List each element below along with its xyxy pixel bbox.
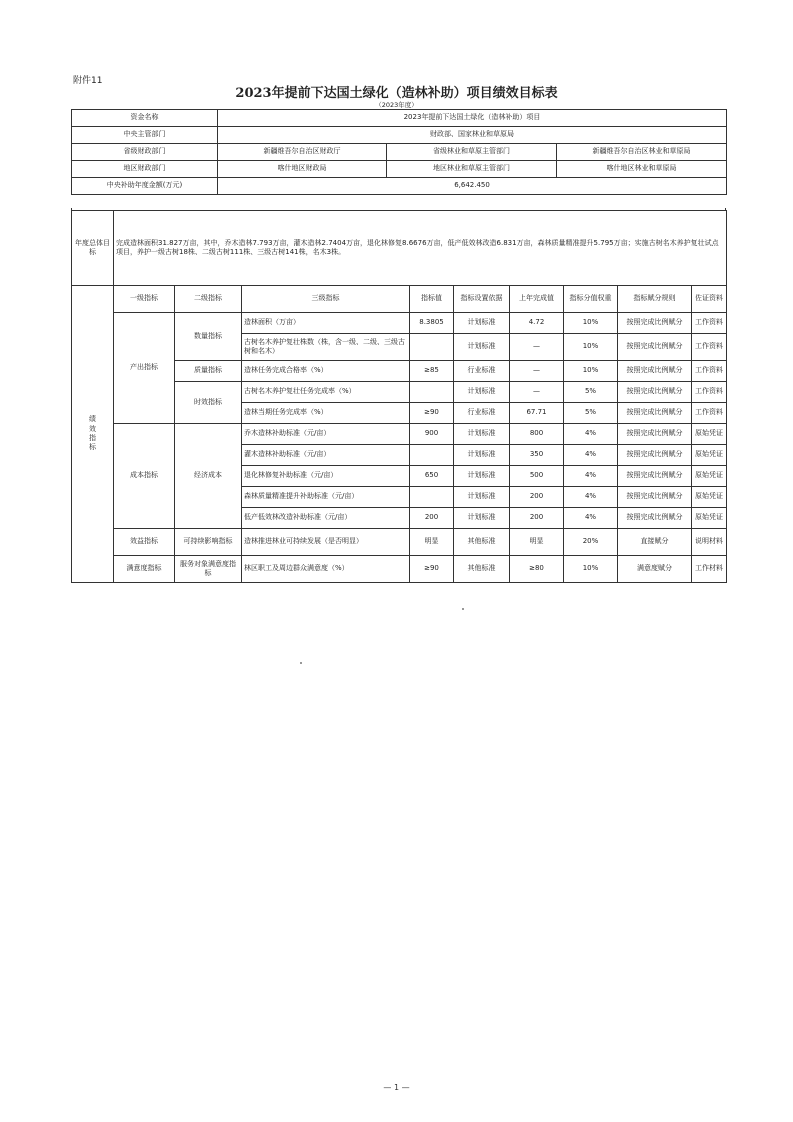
indicator-name: 退化林修复补助标准（元/亩） [242,466,410,487]
indicator-basis: 计划标准 [454,466,510,487]
indicator-last: — [510,382,564,403]
indicator-last: 4.72 [510,313,564,334]
indicator-weight: 4% [564,466,618,487]
regional-finance-value: 喀什地区财政局 [218,161,387,178]
group-output: 产出指标 [114,313,175,424]
indicator-value [410,382,454,403]
indicator-weight: 4% [564,445,618,466]
group-sustain: 可持续影响指标 [175,529,242,556]
indicator-weight: 4% [564,424,618,445]
indicator-basis: 其他标准 [454,529,510,556]
indicator-last: 500 [510,466,564,487]
indicator-weight: 5% [564,382,618,403]
group-timeliness: 时效指标 [175,382,242,424]
indicator-weight: 5% [564,403,618,424]
header-rule: 指标赋分规则 [618,286,692,313]
fund-name-row [72,110,727,127]
indicator-last: 350 [510,445,564,466]
provincial-finance-label: 省级财政部门 [72,144,218,161]
indicator-name: 古树名木养护复壮任务完成率（%） [242,382,410,403]
indicator-name: 森林质量精准提升补助标准（元/亩） [242,487,410,508]
header-level2: 二级指标 [175,286,242,313]
indicator-rule: 按照完成比例赋分 [618,487,692,508]
indicator-last: 67.71 [510,403,564,424]
header-level1: 一级指标 [114,286,175,313]
indicator-value: 200 [410,508,454,529]
indicator-last: 200 [510,508,564,529]
indicator-evidence: 原始凭证 [692,424,727,445]
indicator-basis: 计划标准 [454,424,510,445]
indicator-value [410,487,454,508]
indicator-rule: 按照完成比例赋分 [618,313,692,334]
amount-label: 中央补助年度金额(万元) [72,178,218,195]
scan-speck [300,662,302,664]
group-service-sat: 服务对象满意度指标 [175,556,242,583]
indicator-basis: 计划标准 [454,334,510,361]
indicator-value: ≥90 [410,556,454,583]
indicator-name: 造林任务完成合格率（%） [242,361,410,382]
indicator-evidence: 原始凭证 [692,487,727,508]
indicator-name: 古树名木养护复壮株数（株，含一级、二级、三级古树和名木） [242,334,410,361]
table-row [72,529,727,556]
indicator-value [410,445,454,466]
amount-row [72,178,727,195]
provincial-forest-value: 新疆维吾尔自治区林业和草原局 [557,144,727,161]
indicator-name: 造林面积（万亩） [242,313,410,334]
indicator-rule: 按照完成比例赋分 [618,508,692,529]
indicator-evidence: 原始凭证 [692,466,727,487]
indicator-rule: 满意度赋分 [618,556,692,583]
indicator-name: 林区职工及周边群众满意度（%） [242,556,410,583]
indicator-basis: 计划标准 [454,382,510,403]
indicator-evidence: 工作资料 [692,334,727,361]
indicator-last: — [510,334,564,361]
scan-speck [462,608,464,610]
group-benefit: 效益指标 [114,529,175,556]
indicator-weight: 10% [564,334,618,361]
central-dept-label: 中央主管部门 [72,127,218,144]
attachment-label: 附件11 [73,76,103,86]
indicator-name: 灌木造林补助标准（元/亩） [242,445,410,466]
indicator-last: 800 [510,424,564,445]
group-quality: 质量指标 [175,361,242,382]
indicator-evidence: 工作资料 [692,403,727,424]
indicator-basis: 行业标准 [454,403,510,424]
perf-side-label: 绩效指标 [72,286,114,583]
group-quantity: 数量指标 [175,313,242,361]
indicator-value: 8.3805 [410,313,454,334]
indicator-weight: 4% [564,487,618,508]
regional-finance-label: 地区财政部门 [72,161,218,178]
table-row [72,313,727,334]
regional-row [72,161,727,178]
indicator-name: 乔木造林补助标准（元/亩） [242,424,410,445]
amount-value: 6,642.450 [218,178,727,195]
indicator-weight: 10% [564,313,618,334]
fund-name-label: 资金名称 [72,110,218,127]
indicator-value: 900 [410,424,454,445]
indicator-evidence: 工作材料 [692,556,727,583]
indicator-weight: 10% [564,556,618,583]
performance-table [71,285,727,583]
header-weight: 指标分值权重 [564,286,618,313]
provincial-forest-label: 省级林业和草原主管部门 [387,144,557,161]
indicator-rule: 按照完成比例赋分 [618,382,692,403]
regional-forest-label: 地区林业和草原主管部门 [387,161,557,178]
indicator-evidence: 工作资料 [692,382,727,403]
provincial-finance-value: 新疆维吾尔自治区财政厅 [218,144,387,161]
indicator-rule: 按照完成比例赋分 [618,334,692,361]
page-number: — 1 — [383,1083,410,1092]
indicator-evidence: 原始凭证 [692,445,727,466]
year-label: （2023年度） [375,101,418,109]
group-satisfaction: 满意度指标 [114,556,175,583]
indicator-weight: 4% [564,508,618,529]
indicator-name: 造林当期任务完成率（%） [242,403,410,424]
regional-forest-value: 喀什地区林业和草原局 [557,161,727,178]
indicator-rule: 按照完成比例赋分 [618,424,692,445]
indicator-last: ≥80 [510,556,564,583]
header-row [72,286,727,313]
table-row [72,556,727,583]
fund-name-value: 2023年提前下达国土绿化（造林补助）项目 [218,110,727,127]
indicator-value: ≥90 [410,403,454,424]
indicator-evidence: 工作资料 [692,313,727,334]
header-value: 指标值 [410,286,454,313]
indicator-last: 明显 [510,529,564,556]
indicator-value: ≥85 [410,361,454,382]
goal-label: 年度总体目标 [72,211,114,286]
indicator-weight: 10% [564,361,618,382]
indicator-rule: 按照完成比例赋分 [618,361,692,382]
group-economic-cost: 经济成本 [175,424,242,529]
info-table [71,109,727,195]
indicator-name: 造林推进林业可持续发展（是否明显） [242,529,410,556]
indicator-rule: 按照完成比例赋分 [618,445,692,466]
indicator-basis: 行业标准 [454,361,510,382]
goal-table [71,210,727,286]
indicator-evidence: 工作资料 [692,361,727,382]
indicator-value: 明显 [410,529,454,556]
header-evidence: 佐证资料 [692,286,727,313]
indicator-basis: 计划标准 [454,487,510,508]
indicator-value: 650 [410,466,454,487]
goal-text: 完成造林面积31.827万亩，其中，乔木造林7.793万亩，灌木造林2.7404万亩，退化林修复8.6676万亩，低产低效林改造6.831万亩，森林质量精准提升5.795万亩；实施古树名木养护复壮试点项目，养护一级古树18株、二级古树111株、三级古树141株，名木3株。 [114,211,727,286]
indicator-basis: 其他标准 [454,556,510,583]
header-last: 上年完成值 [510,286,564,313]
indicator-last: — [510,361,564,382]
indicator-basis: 计划标准 [454,445,510,466]
indicator-value [410,334,454,361]
indicator-rule: 直接赋分 [618,529,692,556]
header-level3: 三级指标 [242,286,410,313]
indicator-weight: 20% [564,529,618,556]
goal-row [72,211,727,286]
indicator-basis: 计划标准 [454,508,510,529]
group-cost: 成本指标 [114,424,175,529]
provincial-row [72,144,727,161]
indicator-rule: 按照完成比例赋分 [618,466,692,487]
indicator-name: 低产低效林改造补助标准（元/亩） [242,508,410,529]
table-row [72,424,727,445]
indicator-evidence: 原始凭证 [692,508,727,529]
indicator-last: 200 [510,487,564,508]
central-dept-row [72,127,727,144]
header-basis: 指标设置依据 [454,286,510,313]
central-dept-value: 财政部、国家林业和草原局 [218,127,727,144]
document-title: 2023年提前下达国土绿化（造林补助）项目绩效目标表 [235,86,558,101]
indicator-rule: 按照完成比例赋分 [618,403,692,424]
indicator-evidence: 说明材料 [692,529,727,556]
indicator-basis: 计划标准 [454,313,510,334]
